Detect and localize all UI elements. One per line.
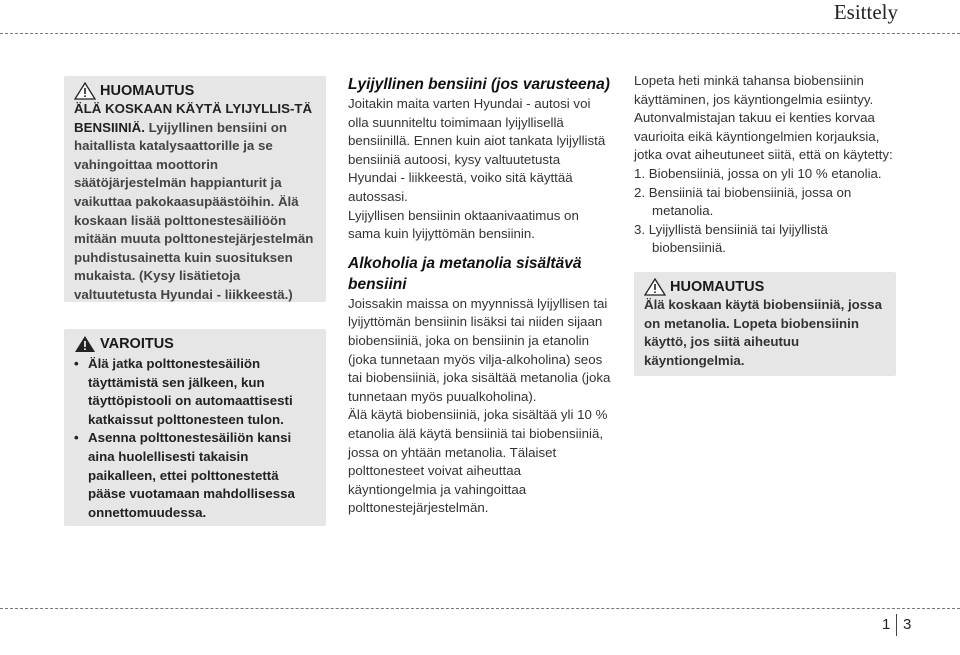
notice-box (634, 272, 896, 376)
warning-box (64, 329, 326, 526)
notice-box (64, 76, 326, 302)
notice-heading (74, 82, 318, 100)
right-column (634, 72, 896, 376)
warning-heading (74, 335, 318, 353)
warning-title: VAROITUS (100, 336, 174, 352)
warning-list (74, 355, 318, 522)
notice-title: HUOMAUTUS (100, 83, 195, 99)
list-item: 2. Bensiiniä tai biobensiiniä, jossa on metanolia. (634, 184, 852, 219)
middle-column (348, 74, 612, 518)
numbered-list (634, 165, 896, 258)
warning-triangle-icon (74, 82, 96, 100)
paragraph: Älä käytä biobensiiniä, joka sisältää yli 10 % etanolia älä käytä bensiiniä tai biobensiiniä, jossa on yhtään metanolia. Tälaiset polttonesteet voivat aiheuttaa käyntiongelmia ja vahingoittaa polttonestejärjestelmän. (348, 407, 608, 516)
warning-triangle-icon (74, 335, 96, 353)
paragraph: Lopeta heti minkä tahansa biobensiinin käyttäminen, jos käyntiongelmia esiintyy. Autonvalmistajan takuu ei kenties korvaa vaurioita eikä käyntiongelmien korjauksia, jotka ovat aiheutuneet siitä, että on käytetty: (634, 73, 893, 163)
heading-alcohol-fuel: Alkoholia ja metanolia sisältävä bensiini (348, 254, 582, 293)
notice-title: HUOMAUTUS (670, 278, 765, 295)
warning-item: • Älä jatka polttonestesäiliön täyttämistä sen jälkeen, kun täyttöpistooli on automaattisesti katkaissut polttonesteen tulon. (74, 355, 318, 429)
header-divider (0, 33, 960, 34)
paragraph: Lyijyllisen bensiinin oktaanivaatimus on sama kuin lyijyttömän bensiinin. (348, 207, 579, 242)
warning-triangle-icon (644, 278, 666, 296)
notice-heading (644, 278, 888, 296)
list-item: 1. Biobensiiniä, jossa on yli 10 % etanolia. (634, 165, 882, 181)
notice-warning-bold: ÄLÄ KOSKAAN KÄYTÄ LYIJYLLIS-TÄ BENSIINIÄ. (74, 101, 313, 135)
section-title: Esittely (833, 0, 898, 24)
list-item: 3. Lyijyllistä bensiiniä tai lyijyllistä biobensiiniä. (634, 221, 828, 256)
notice-body: Älä koskaan käytä biobensiiniä, jossa on metanolia. Lopeta biobensiinin käyttö, jos siitä aiheutuu käyntiongelmia. (644, 296, 882, 368)
footer-divider (0, 608, 960, 609)
notice-text (74, 100, 318, 305)
page-number-separator (896, 614, 897, 636)
paragraph: Joissakin maissa on myynnissä lyijyllisen tai lyijyttömän bensiinin lisäksi tai niiden sijaan biobensiiniä, joka on bensiinin ja etanolin (joka tunnetaan myös vilja-alkoholina) seos tai biobensiiniä, joka sisältää metanolia (joka tunnetaan myös puualkoholina). (348, 295, 611, 404)
heading-leaded-fuel: Lyijyllinen bensiini (jos varusteena) (348, 76, 610, 93)
chapter-number: 1 (882, 616, 891, 633)
notice-body: Lyijyllinen bensiini on haitallista katalysaattorille ja se vahingoittaa moottorin säätöjärjestelmän happianturit ja vaikuttaa pakokaasupäästöihin. Älä koskaan lisää polttonestesäiliöön mitään muuta polttonestejärjestelmän puhdistusainetta kuin suosituksen mukaista. (Kysy lisätietoja valtuutetusta Hyundai - liikkeestä.) (74, 119, 314, 302)
warning-item: • Asenna polttonestesäiliön kansi aina huolellisesti takaisin paikalleen, ettei polttonestettä pääse vuotamaan mahdollisessa onnettomuudessa. (74, 429, 318, 522)
paragraph: Joitakin maita varten Hyundai - autosi voi olla suunniteltu toimimaan lyijyllisellä bensiinillä. Ennen kuin aiot tankata lyijyllistä bensiiniä autoosi, kysy valtuutetusta Hyundai - liikkeestä, voiko sitä käyttää autossasi. (348, 96, 606, 204)
page-number: 3 (903, 616, 912, 633)
